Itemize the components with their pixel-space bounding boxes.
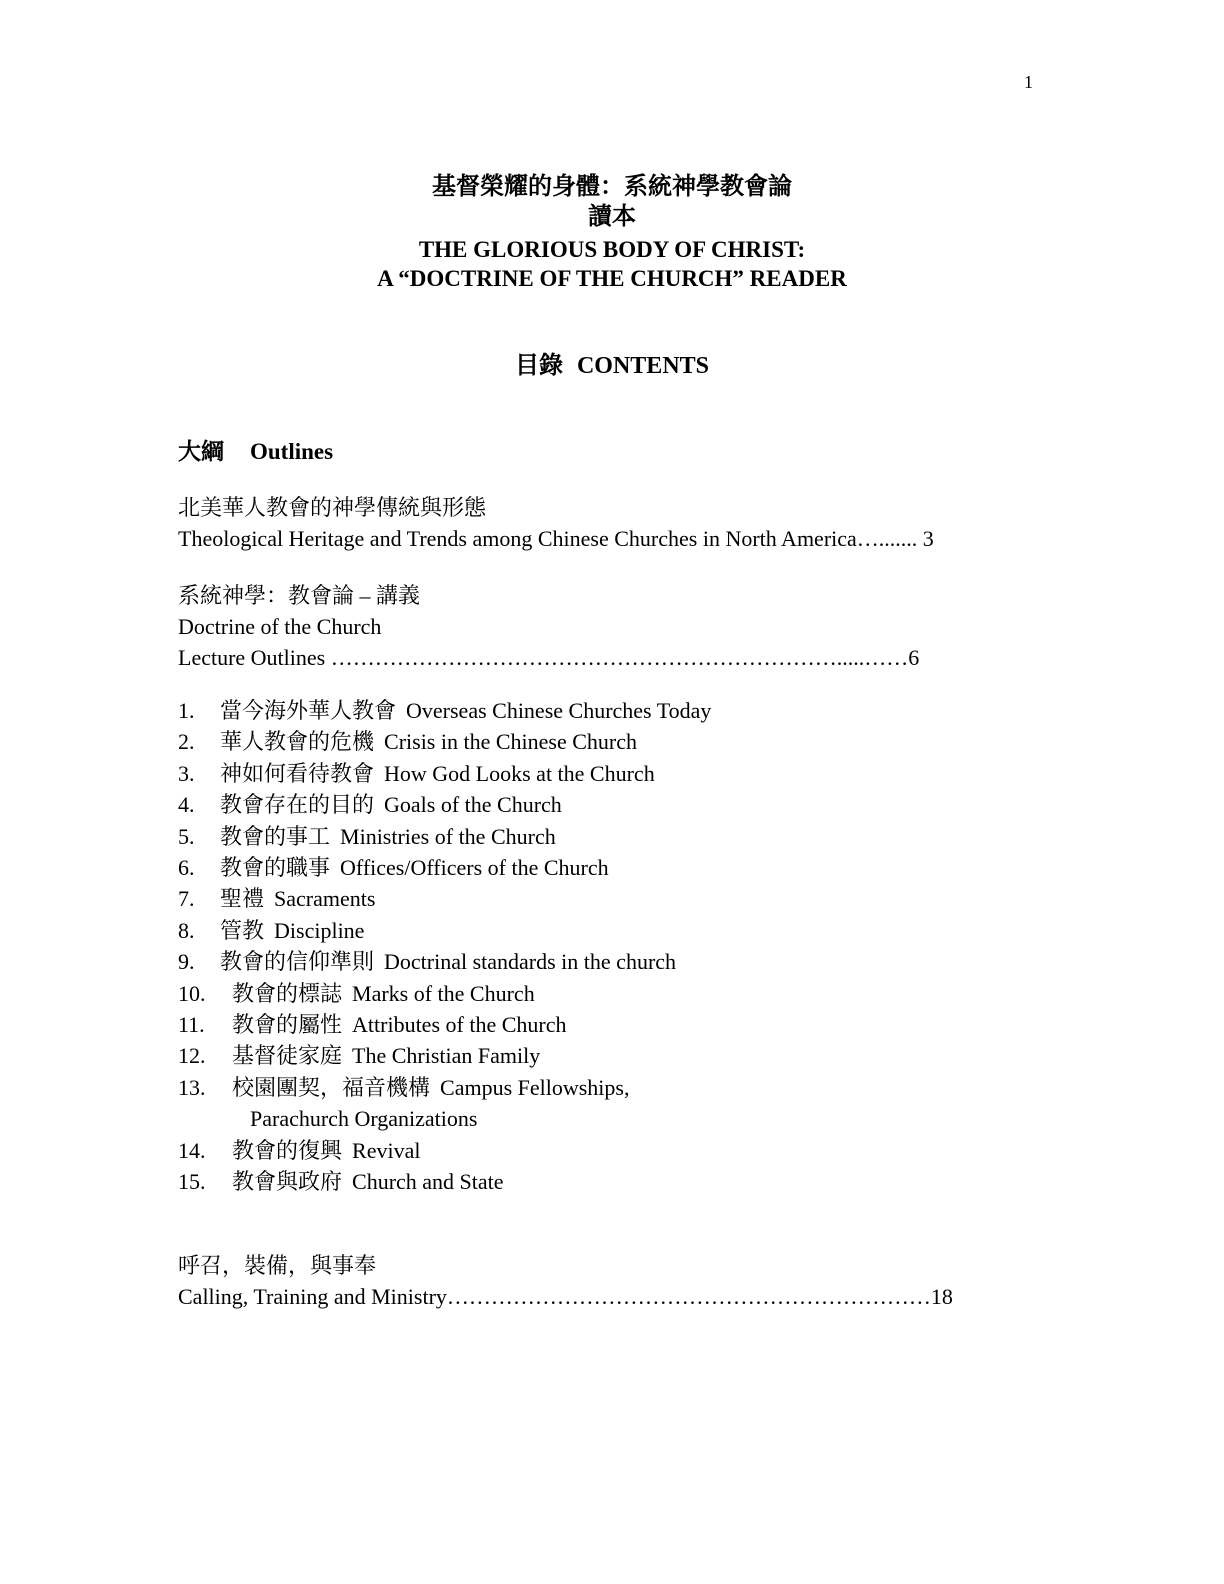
list-item [178,1009,711,1040]
list-item-number: 2. [178,729,195,755]
toc-entry-doctrine [178,580,919,673]
list-item-zh: 基督徒家庭 [232,1043,343,1069]
list-item [178,1135,711,1166]
list-item-number: 15. [178,1169,206,1195]
list-item-en: Church and State [352,1169,504,1195]
page-number: 1 [1024,72,1033,92]
list-item-number: 4. [178,792,195,818]
list-item [178,726,711,757]
list-item [178,695,711,726]
list-item-number: 11. [178,1012,205,1038]
title-en-line2: A “DOCTRINE OF THE CHURCH” READER [377,266,847,291]
list-item [178,978,711,1009]
lecture-list [178,695,711,1198]
list-item-en: Crisis in the Chinese Church [384,729,637,755]
list-item-number: 1. [178,698,195,723]
toc-entry-calling [178,1250,953,1312]
list-item-number: 10. [178,980,206,1006]
list-item-zh: 教會存在的目的 [220,792,375,818]
list-item-en: Marks of the Church [352,980,535,1006]
list-item [178,852,711,883]
list-item [178,883,711,914]
contents-heading-zh: 目錄 [514,353,563,379]
list-item-number: 9. [178,949,195,975]
list-item [178,915,711,946]
list-item [178,758,711,789]
list-item-zh: 教會的信仰準則 [220,949,375,975]
list-item-en: Ministries of the Church [340,823,556,849]
outlines-heading-en: Outlines [250,439,334,464]
list-item-zh: 教會的職事 [220,855,331,881]
title-zh-line2: 讀本 [588,204,636,230]
list-item-zh: 神如何看待教會 [220,760,375,786]
toc-entry-calling-en: Calling, Training and Ministry…………………………………………………………18 [178,1284,953,1309]
document-title [0,172,1224,293]
list-item-zh: 聖禮 [220,886,265,912]
toc-entry-doctrine-zh: 系統神學：教會論 – 講義 [178,583,421,608]
list-item [178,821,711,852]
toc-entry-calling-zh: 呼召，裝備，與事奉 [178,1253,377,1278]
toc-entry-heritage-zh: 北美華人教會的神學傳統與形態 [178,495,487,520]
list-item-zh: 教會的屬性 [232,1012,343,1038]
list-item [178,946,711,977]
list-item-zh: 教會的標誌 [232,980,343,1006]
list-item-number: 6. [178,855,195,881]
title-zh-line1: 基督榮耀的身體：系統神學教會論 [432,174,792,200]
list-item-en: The Christian Family [352,1043,541,1069]
toc-entry-heritage [178,492,934,554]
list-item-zh: 華人教會的危機 [220,729,375,755]
list-item [178,1072,711,1103]
list-item-zh: 校園團契，福音機構 [232,1074,431,1100]
list-item-number: 14. [178,1137,206,1163]
contents-heading-en: CONTENTS [576,353,710,379]
list-item-en: Doctrinal standards in the church [384,949,677,975]
toc-entry-doctrine-en-line2: Lecture Outlines …………………………………………………………….....……6 [178,645,920,670]
outlines-heading [178,433,333,466]
list-item-zh: 當今海外華人教會 [220,698,397,723]
contents-heading [0,345,1224,380]
list-item-en: Campus Fellowships, [440,1074,630,1100]
toc-entry-doctrine-en-line1: Doctrine of the Church [178,614,382,639]
list-item-en: Discipline [274,917,365,943]
list-item [178,1166,711,1197]
title-en-line1: THE GLORIOUS BODY OF CHRIST: [418,237,806,262]
list-item-en: Goals of the Church [384,792,562,818]
list-item-number: 12. [178,1043,206,1069]
list-item-en: Overseas Chinese Churches Today [406,698,712,723]
list-item [178,1040,711,1071]
list-item-number: 5. [178,823,195,849]
list-item [178,789,711,820]
outlines-heading-zh: 大綱 [178,439,224,464]
list-item-number: 7. [178,886,195,912]
list-item-continuation: Parachurch Organizations [250,1106,478,1132]
list-item-en: How God Looks at the Church [384,760,655,786]
list-item-number: 3. [178,760,195,786]
list-item-zh: 教會的復興 [232,1137,343,1163]
list-item-en: Revival [352,1137,421,1163]
list-item-en: Attributes of the Church [352,1012,567,1038]
list-item-number: 8. [178,917,195,943]
toc-entry-heritage-en: Theological Heritage and Trends among Chinese Churches in North America…....... 3 [178,526,934,551]
list-item-zh: 教會與政府 [232,1169,343,1195]
list-item-zh: 管教 [220,917,265,943]
list-item-en: Sacraments [274,886,376,912]
list-item-en: Offices/Officers of the Church [340,855,609,881]
list-item-zh: 教會的事工 [220,823,331,849]
list-item-number: 13. [178,1074,206,1100]
